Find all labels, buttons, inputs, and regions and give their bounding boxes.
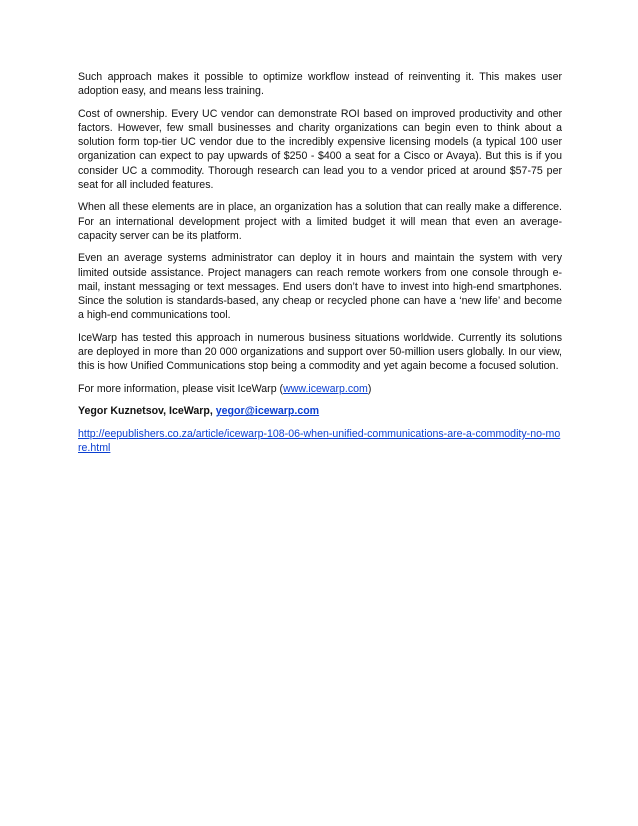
paragraph-icewarp-tested: IceWarp has tested this approach in numerous business situations worldwide. Currently its solutions are deployed in more than 20 000 organizations and support over 50-million users globally. In our view, this is how Unified Communications stop being a commodity and yet again become a focused solution.	[78, 331, 562, 373]
paragraph-workflow: Such approach makes it possible to optimize workflow instead of reinventing it. This makes user adoption easy, and means less training.	[78, 71, 562, 98]
paragraph-systems-administrator: Even an average systems administrator can deploy it in hours and maintain the system with very limited outside assistance. Project managers can reach remote workers from one console through e-mail, instant messaging or text messages. End users don’t have to invest into high-end smartphones. Since the solution is standards-based, any cheap or recycled phone can have a ‘new life’ and become a high-end communications tool.	[78, 252, 562, 322]
author-email-link[interactable]: yegor@icewarp.com	[215, 405, 320, 418]
paragraph-elements-in-place: When all these elements are in place, an organization has a solution that can really make a difference. For an international development project with a limited budget it will mean that even an average-capacity server can be its platform.	[78, 201, 562, 242]
source-url-line	[78, 427, 562, 455]
source-article-link[interactable]: http://eepublishers.co.za/article/icewarp-108-06-when-unified-communications-are-a-commodity-no-more.html	[78, 428, 561, 455]
author-name: Yegor Kuznetsov, IceWarp,	[78, 405, 216, 418]
more-information-line	[78, 382, 562, 396]
more-info-suffix: )	[367, 382, 372, 395]
document-page	[78, 70, 562, 464]
icewarp-website-link[interactable]: www.icewarp.com	[283, 382, 368, 395]
author-line	[78, 404, 562, 418]
more-info-prefix: For more information, please visit IceWarp (	[78, 382, 284, 395]
paragraph-cost-of-ownership: Cost of ownership. Every UC vendor can demonstrate ROI based on improved productivity and other factors. However, few small businesses and charity organizations can begin even to think about a solution form top-tier UC vendor due to the incredibly expensive licensing models (a typical 100 user organization can expect to pay upwards of $250 - $400 a seat for a Cisco or Avaya). But this is if you consider UC a commodity. Thorough research can lead you to a vendor priced at around $57-75 per seat for all included features.	[78, 107, 562, 191]
